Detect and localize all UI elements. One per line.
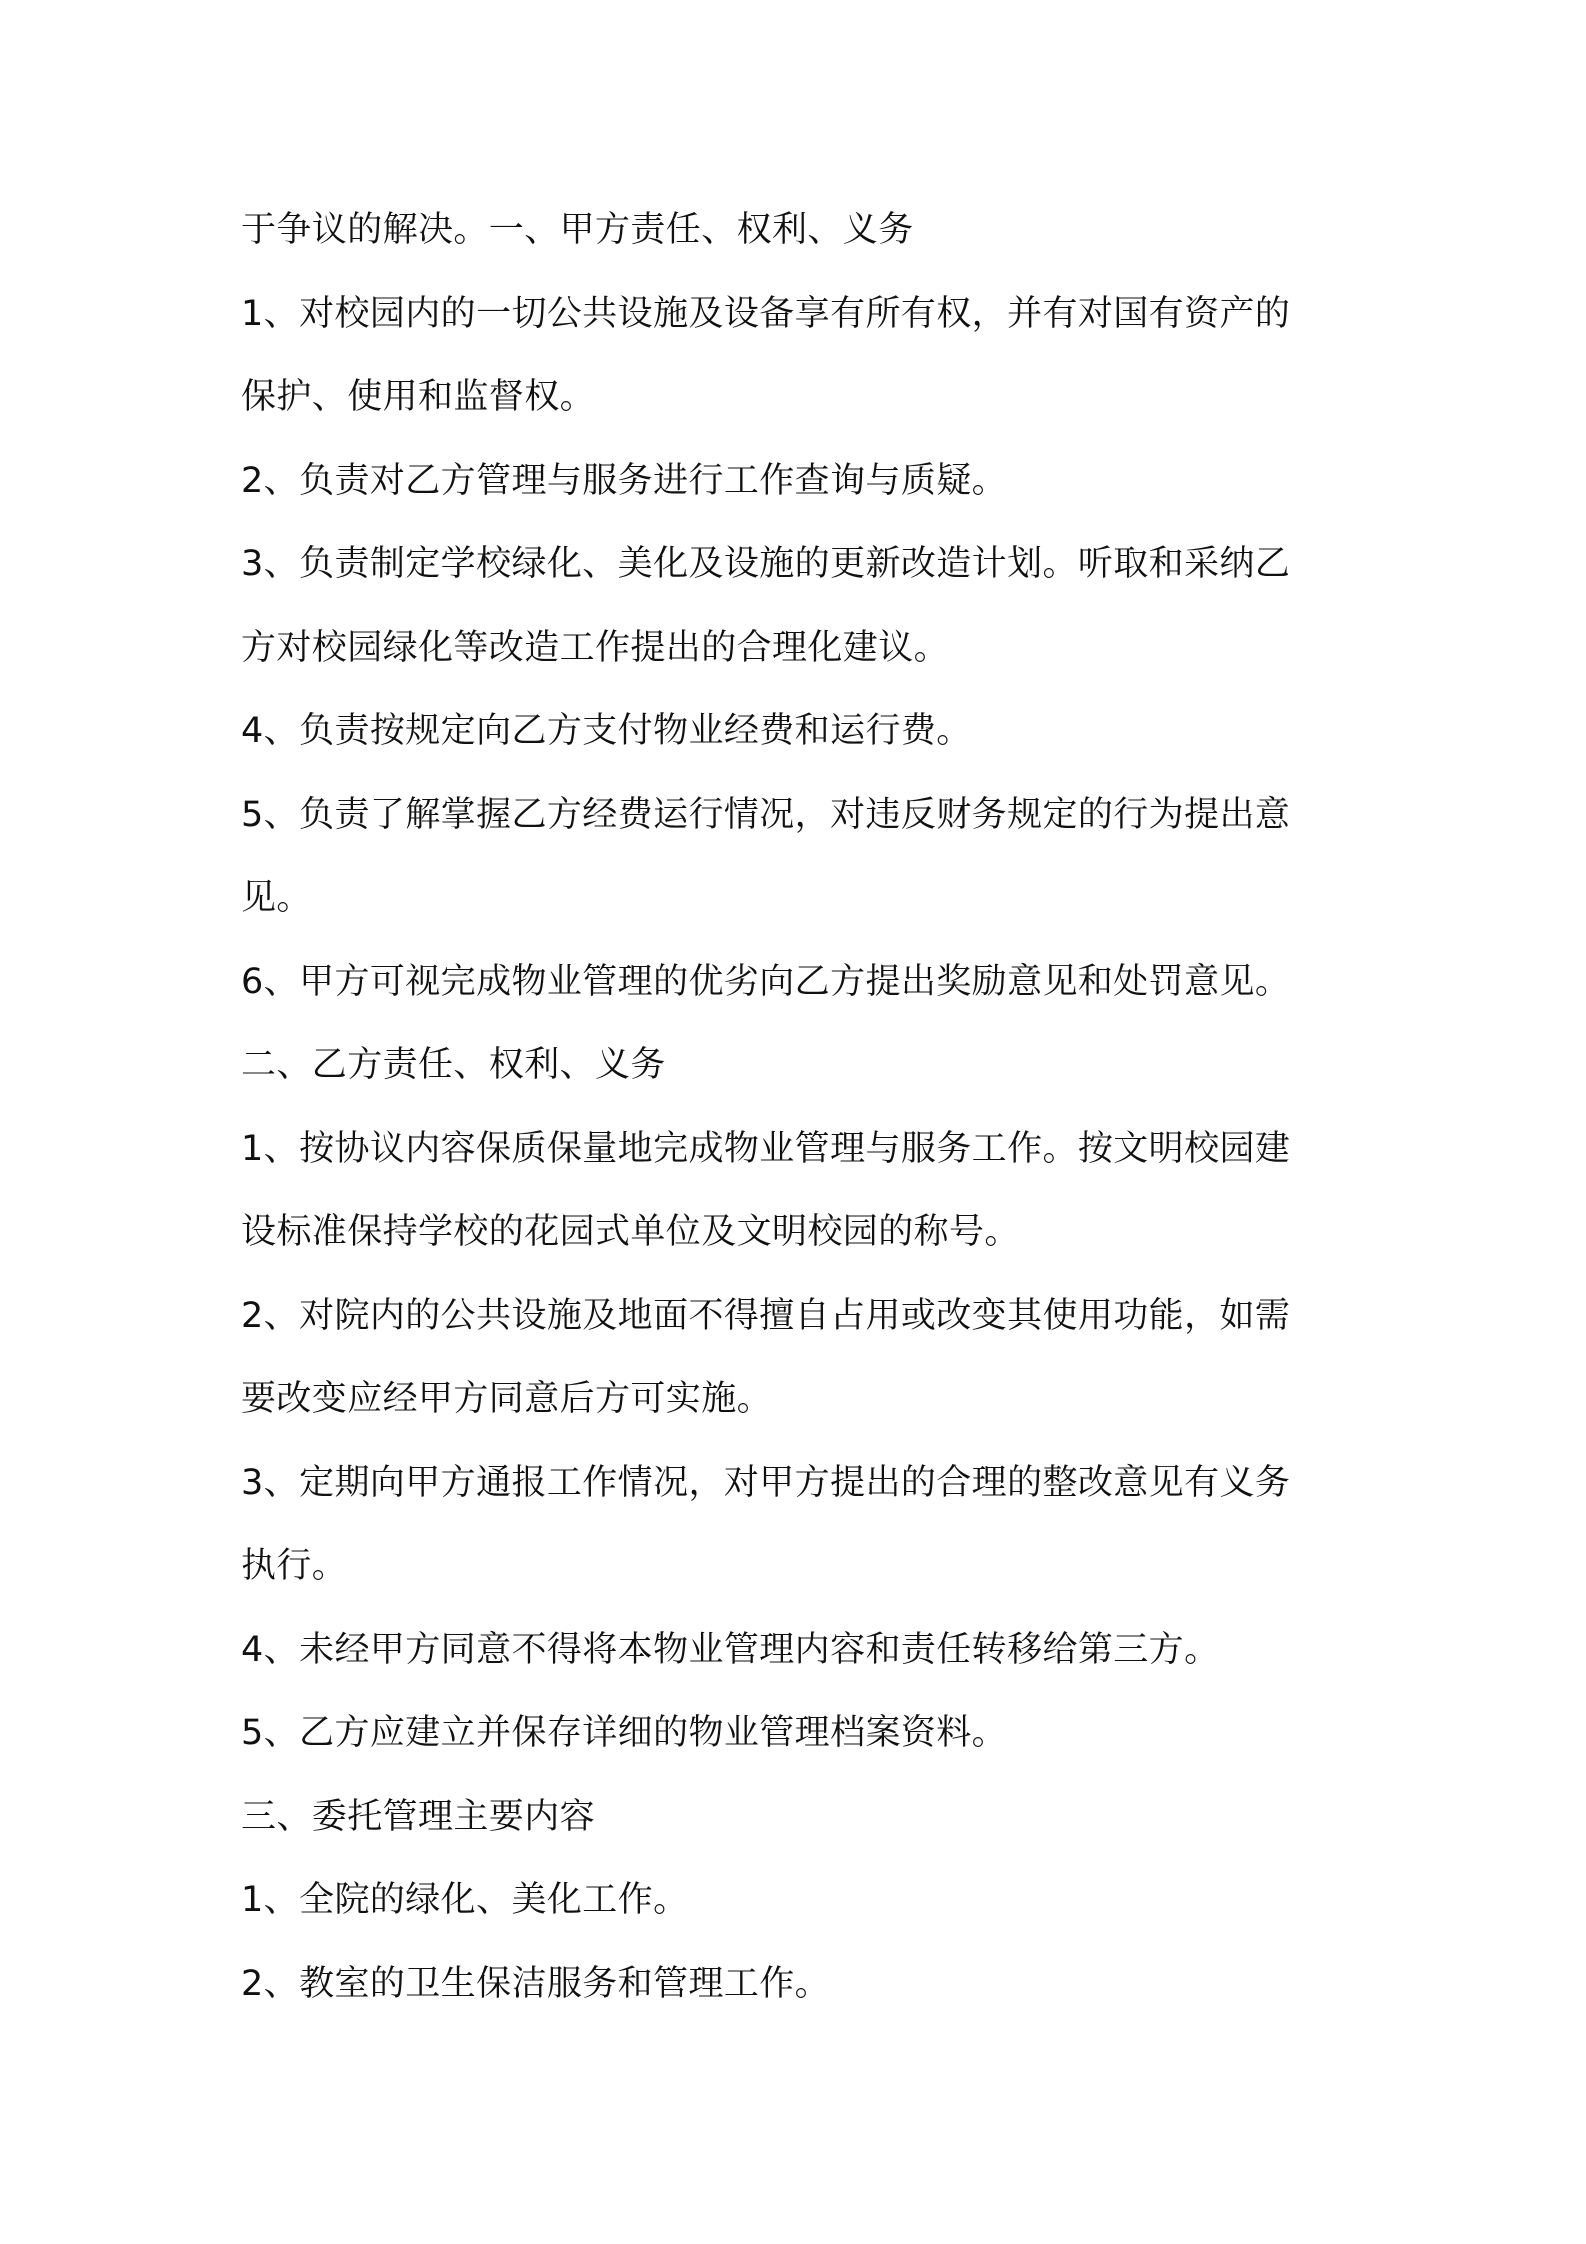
text-line: 2、对院内的公共设施及地面不得擅自占用或改变其使用功能，如需 xyxy=(241,1295,1291,1336)
text-line: 4、未经甲方同意不得将本物业管理内容和责任转移给第三方。 xyxy=(241,1629,1220,1670)
text-line: 5、负责了解掌握乙方经费运行情况，对违反财务规定的行为提出意 xyxy=(241,794,1291,835)
text-line: 2、教室的卫生保洁服务和管理工作。 xyxy=(241,1963,831,2004)
text-line: 1、对校园内的一切公共设施及设备享有所有权，并有对国有资产的 xyxy=(241,293,1291,334)
text-line: 3、负责制定学校绿化、美化及设施的更新改造计划。听取和采纳乙 xyxy=(241,544,1291,584)
text-line: 设标准保持学校的花园式单位及文明校园的称号。 xyxy=(241,1212,1020,1252)
text-line: 4、负责按规定向乙方支付物业经费和运行费。 xyxy=(241,711,972,751)
text-line: 1、按协议内容保质保量地完成物业管理与服务工作。按文明校园建 xyxy=(241,1128,1291,1169)
text-line: 2、负责对乙方管理与服务进行工作查询与质疑。 xyxy=(241,460,1008,501)
text-line: 1、全院的绿化、美化工作。 xyxy=(241,1880,689,1920)
text-line: 6、甲方可视完成物业管理的优劣向乙方提出奖励意见和处罚意见。 xyxy=(241,961,1291,1002)
text-line: 于争议的解决。一、甲方责任、权利、义务 xyxy=(241,210,914,250)
text-line: 二、乙方责任、权利、义务 xyxy=(241,1045,666,1085)
text-line: 要改变应经甲方同意后方可实施。 xyxy=(241,1379,773,1419)
text-line: 三、委托管理主要内容 xyxy=(241,1796,596,1837)
document-body xyxy=(241,200,1361,2037)
text-line: 5、乙方应建立并保存详细的物业管理档案资料。 xyxy=(241,1713,1008,1753)
text-line: 保护、使用和监督权。 xyxy=(241,377,596,417)
text-line: 3、定期向甲方通报工作情况，对甲方提出的合理的整改意见有义务 xyxy=(241,1462,1291,1503)
text-line: 见。 xyxy=(241,878,312,918)
text-line: 执行。 xyxy=(241,1546,348,1586)
text-line: 方对校园绿化等改造工作提出的合理化建议。 xyxy=(241,627,950,668)
